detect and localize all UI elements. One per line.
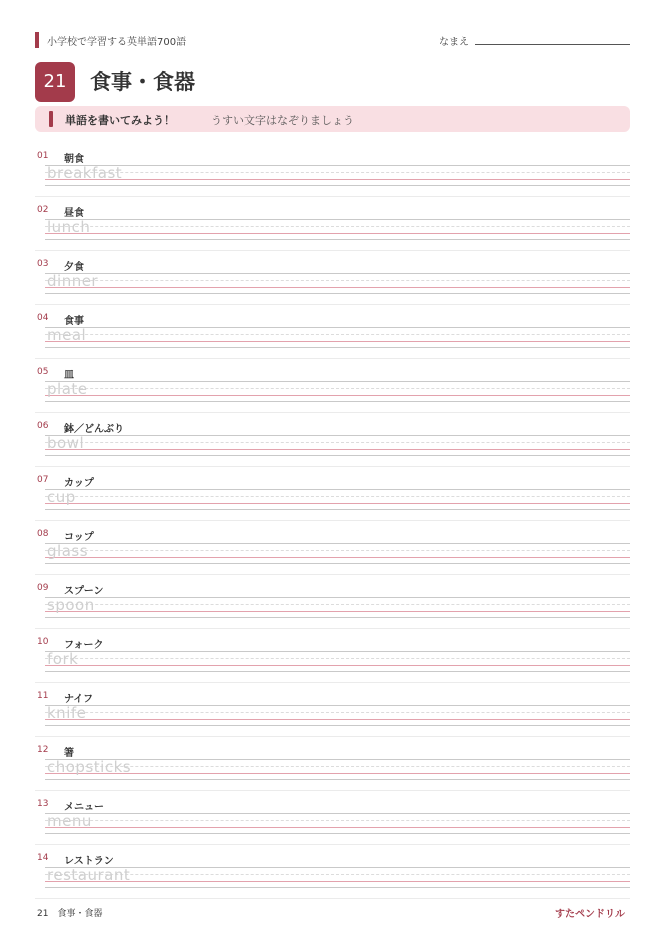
word-number: 07	[37, 475, 49, 485]
word-japanese: 夕食	[64, 262, 84, 273]
row-divider	[35, 466, 630, 467]
writing-guide-line	[45, 597, 630, 598]
writing-guide-line	[45, 813, 630, 814]
writing-guide-line	[45, 280, 630, 281]
trace-word[interactable]: breakfast	[47, 164, 123, 182]
writing-guide-line	[45, 179, 630, 180]
writing-guide-line	[45, 773, 630, 774]
writing-guide-line	[45, 287, 630, 288]
writing-guide-line	[45, 887, 630, 888]
writing-guide-line	[45, 172, 630, 173]
word-row	[35, 852, 630, 906]
row-divider	[35, 844, 630, 845]
footer-page-label: 21 食事・食器	[37, 909, 103, 919]
trace-word[interactable]: chopsticks	[47, 758, 132, 776]
book-title: 小学校で学習する英単語700語	[47, 37, 187, 48]
writing-guide-line	[45, 827, 630, 828]
word-japanese: 朝食	[64, 154, 84, 165]
writing-guide-line	[45, 496, 630, 497]
word-row	[35, 474, 630, 528]
writing-guide-line	[45, 226, 630, 227]
trace-word[interactable]: restaurant	[47, 866, 131, 884]
word-number: 10	[37, 637, 49, 647]
word-number: 14	[37, 853, 49, 863]
writing-guide-line	[45, 185, 630, 186]
writing-guide-line	[45, 665, 630, 666]
word-number: 11	[37, 691, 49, 701]
word-japanese: 箸	[64, 748, 74, 759]
trace-word[interactable]: cup	[47, 488, 76, 506]
trace-word[interactable]: lunch	[47, 218, 91, 236]
word-row	[35, 150, 630, 204]
trace-word[interactable]: plate	[47, 380, 88, 398]
row-divider	[35, 736, 630, 737]
word-number: 05	[37, 367, 49, 377]
row-divider	[35, 196, 630, 197]
word-number: 03	[37, 259, 49, 269]
row-divider	[35, 250, 630, 251]
writing-guide-line	[45, 334, 630, 335]
trace-word[interactable]: glass	[47, 542, 89, 560]
row-divider	[35, 898, 630, 899]
writing-guide-line	[45, 449, 630, 450]
footer-brand: すたペンドリル	[555, 909, 625, 920]
word-number: 08	[37, 529, 49, 539]
word-row	[35, 258, 630, 312]
lesson-number-badge: 21	[35, 62, 75, 102]
writing-guide-line	[45, 401, 630, 402]
word-japanese: カップ	[64, 478, 94, 489]
word-japanese: 昼食	[64, 208, 84, 219]
writing-guide-line	[45, 455, 630, 456]
writing-guide-line	[45, 563, 630, 564]
writing-guide-line	[45, 442, 630, 443]
trace-word[interactable]: spoon	[47, 596, 95, 614]
instruction-bar	[35, 106, 630, 132]
instruction-accent-bar	[49, 111, 53, 127]
word-number: 12	[37, 745, 49, 755]
writing-guide-line	[45, 341, 630, 342]
row-divider	[35, 682, 630, 683]
word-japanese: 鉢／どんぶり	[64, 424, 124, 435]
writing-guide-line	[45, 293, 630, 294]
writing-guide-line	[45, 719, 630, 720]
word-number: 01	[37, 151, 49, 161]
writing-guide-line	[45, 611, 630, 612]
word-row	[35, 582, 630, 636]
writing-guide-line	[45, 388, 630, 389]
header-accent-bar	[35, 32, 39, 48]
row-divider	[35, 574, 630, 575]
word-japanese: レストラン	[64, 856, 114, 867]
writing-guide-line	[45, 273, 630, 274]
word-japanese: コップ	[64, 532, 94, 543]
trace-word[interactable]: meal	[47, 326, 87, 344]
writing-guide-line	[45, 705, 630, 706]
word-row	[35, 798, 630, 852]
word-japanese: 皿	[64, 370, 74, 381]
writing-guide-line	[45, 725, 630, 726]
word-japanese: メニュー	[64, 802, 104, 813]
writing-guide-line	[45, 503, 630, 504]
word-number: 06	[37, 421, 49, 431]
word-number: 13	[37, 799, 49, 809]
word-row	[35, 366, 630, 420]
writing-guide-line	[45, 219, 630, 220]
writing-guide-line	[45, 509, 630, 510]
writing-guide-line	[45, 779, 630, 780]
word-number: 02	[37, 205, 49, 215]
word-row	[35, 528, 630, 582]
trace-word[interactable]: bowl	[47, 434, 85, 452]
writing-guide-line	[45, 651, 630, 652]
writing-guide-line	[45, 759, 630, 760]
writing-guide-line	[45, 881, 630, 882]
writing-guide-line	[45, 381, 630, 382]
name-label: なまえ	[439, 37, 469, 48]
word-japanese: フォーク	[64, 640, 104, 651]
writing-guide-line	[45, 766, 630, 767]
writing-guide-line	[45, 489, 630, 490]
writing-guide-line	[45, 604, 630, 605]
trace-word[interactable]: dinner	[47, 272, 99, 290]
word-japanese: スプーン	[64, 586, 104, 597]
writing-guide-line	[45, 347, 630, 348]
trace-word[interactable]: menu	[47, 812, 92, 830]
row-divider	[35, 412, 630, 413]
page-header	[35, 31, 630, 49]
word-japanese: 食事	[64, 316, 84, 327]
row-divider	[35, 304, 630, 305]
word-row	[35, 690, 630, 744]
writing-guide-line	[45, 833, 630, 834]
writing-guide-line	[45, 543, 630, 544]
trace-word[interactable]: fork	[47, 650, 79, 668]
word-number: 04	[37, 313, 49, 323]
word-japanese: ナイフ	[64, 694, 93, 705]
word-row	[35, 744, 630, 798]
writing-guide-line	[45, 435, 630, 436]
row-divider	[35, 520, 630, 521]
writing-guide-line	[45, 395, 630, 396]
trace-word[interactable]: knife	[47, 704, 87, 722]
word-row	[35, 204, 630, 258]
writing-guide-line	[45, 658, 630, 659]
writing-guide-line	[45, 239, 630, 240]
writing-guide-line	[45, 820, 630, 821]
writing-guide-line	[45, 233, 630, 234]
writing-guide-line	[45, 550, 630, 551]
instruction-main: 単語を書いてみよう！	[65, 114, 175, 127]
row-divider	[35, 358, 630, 359]
row-divider	[35, 628, 630, 629]
name-write-line[interactable]	[475, 44, 630, 45]
row-divider	[35, 790, 630, 791]
writing-guide-line	[45, 617, 630, 618]
instruction-sub: うすい文字はなぞりましょう	[211, 114, 354, 127]
writing-guide-line	[45, 874, 630, 875]
lesson-title: 食事・食器	[90, 70, 195, 94]
word-row	[35, 312, 630, 366]
writing-guide-line	[45, 165, 630, 166]
writing-guide-line	[45, 671, 630, 672]
word-row	[35, 420, 630, 474]
writing-guide-line	[45, 327, 630, 328]
word-row	[35, 636, 630, 690]
writing-guide-line	[45, 712, 630, 713]
writing-guide-line	[45, 867, 630, 868]
word-number: 09	[37, 583, 49, 593]
writing-guide-line	[45, 557, 630, 558]
